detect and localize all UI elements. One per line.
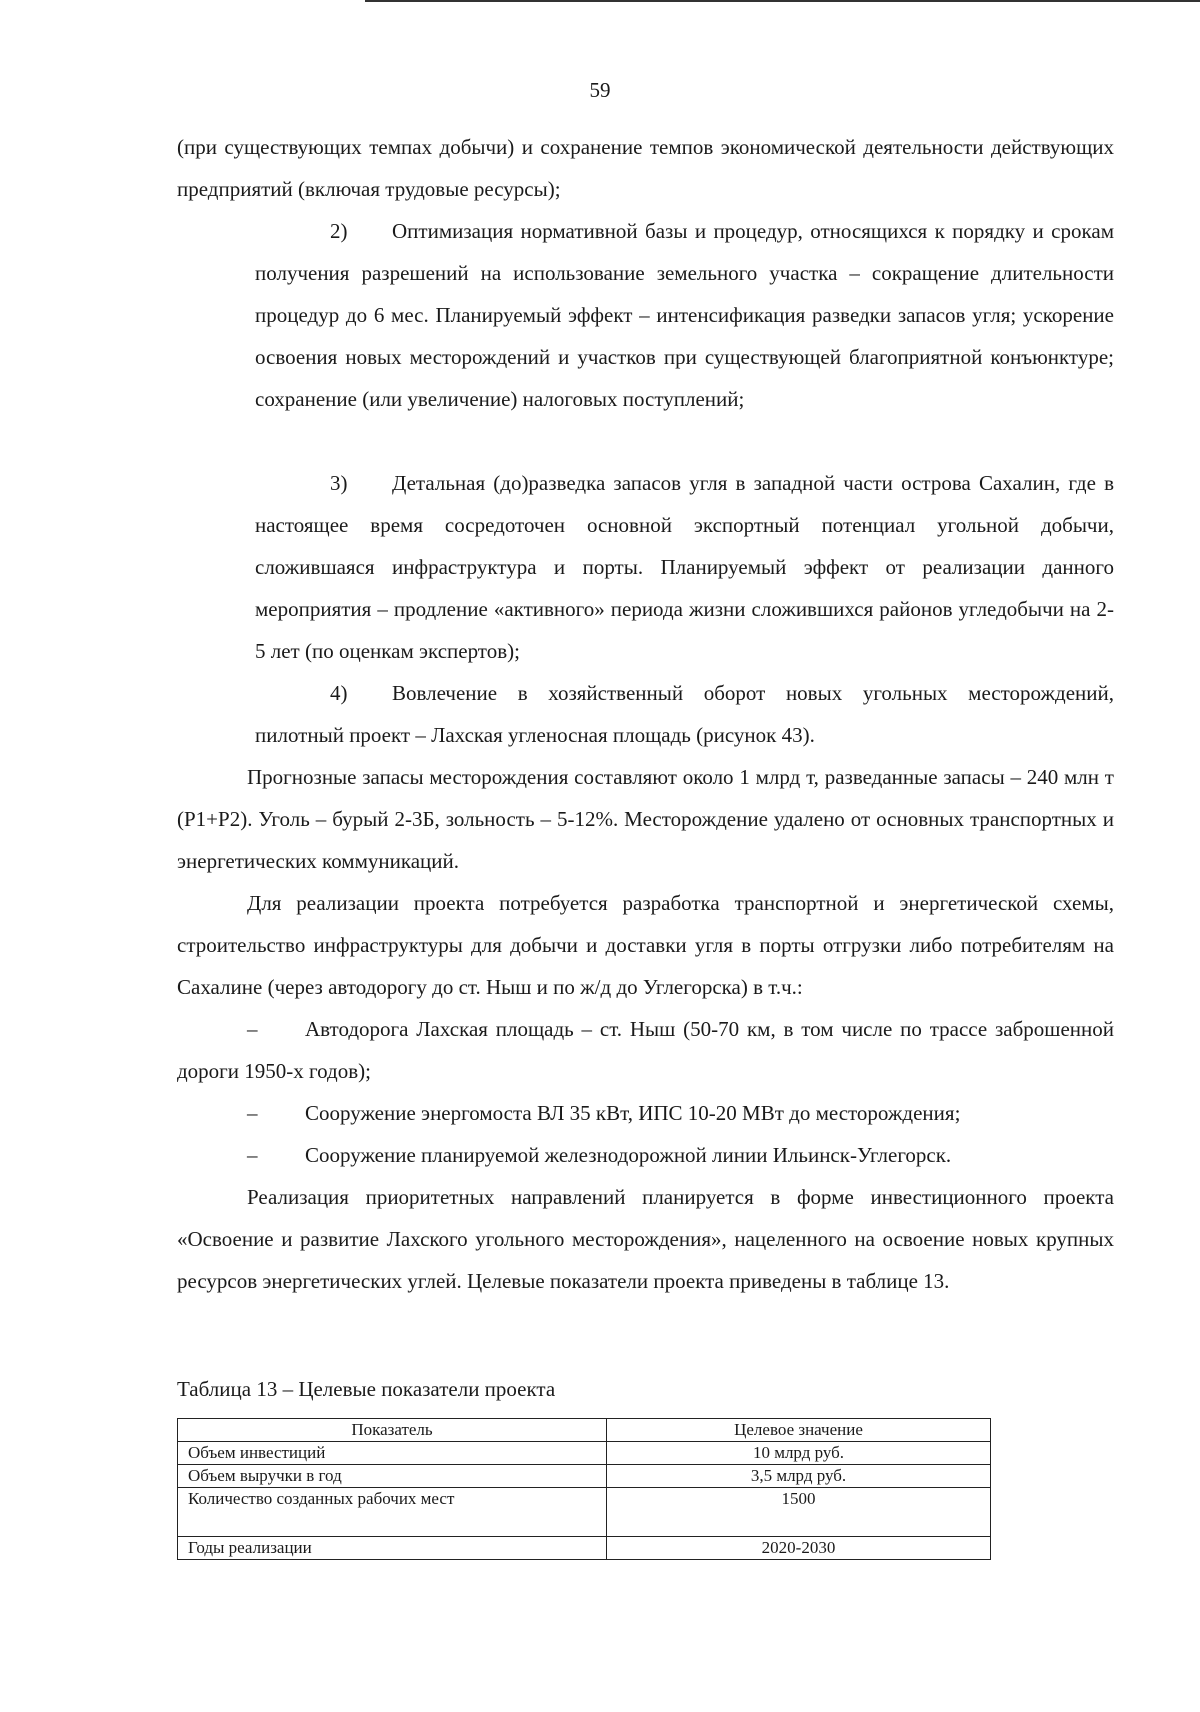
list-item-text: Вовлечение в хозяйственный оборот новых угольных месторождений, пилотный проект – Лахская угленосная площадь (рисунок 43). [255,681,1114,747]
list-number: 2) [330,219,348,243]
table-row [178,1465,991,1488]
bullet-item-1 [177,1008,1114,1092]
bullet-text: Сооружение энергомоста ВЛ 35 кВт, ИПС 10-20 МВт до месторождения; [305,1101,961,1125]
list-number: 4) [330,681,348,705]
paragraph-text: (при существующих темпах добычи) и сохранение темпов экономической деятельности действующих предприятий (включая трудовые ресурсы); [177,135,1114,201]
table-header-row [178,1419,991,1442]
table-row [178,1537,991,1560]
bullet-dash: – [247,1017,258,1041]
indicator-cell: Количество созданных рабочих мест [178,1488,607,1537]
top-border-line [365,0,1200,2]
column-header-indicator: Показатель [178,1419,607,1442]
value-cell: 10 млрд руб. [607,1442,991,1465]
list-item-2 [255,210,1114,420]
indicator-cell: Объем выручки в год [178,1465,607,1488]
target-indicators-table [177,1418,991,1560]
table-row [178,1488,991,1537]
paragraph-text: Прогнозные запасы месторождения составляют около 1 млрд т, разведанные запасы – 240 млн т (Р1+Р2). Уголь – бурый 2-3Б, зольность – 5-12%. Месторождение удалено от основных транспортных и энергетических коммуникаций. [177,765,1114,873]
bullet-item-3 [177,1134,1114,1176]
indicator-cell: Объем инвестиций [178,1442,607,1465]
table-row [178,1442,991,1465]
column-header-target-value: Целевое значение [607,1419,991,1442]
list-number: 3) [330,471,348,495]
paragraph-continuation [177,126,1114,210]
table-caption: Таблица 13 – Целевые показатели проекта [177,1377,556,1401]
indicator-cell: Годы реализации [178,1537,607,1560]
list-item-text: Детальная (до)разведка запасов угля в западной части острова Сахалин, где в настоящее время сосредоточен основной экспортный потенциал угольной добычи, сложившаяся инфраструктура и порты. Планируемый эффект от реализации данного мероприятия – продление «активного» периода жизни сложившихся районов угледобычи на 2-5 лет (по оценкам экспертов); [255,471,1114,663]
list-item-text: Оптимизация нормативной базы и процедур, относящихся к порядку и срокам получения разрешений на использование земельного участка – сокращение длительности процедур до 6 мес. Планируемый эффект – интенсификация разведки запасов угля; ускорение освоения новых месторождений и участков при существующей благоприятной конъюнктуре; сохранение (или увеличение) налоговых поступлений; [255,219,1114,411]
list-item-4 [255,672,1114,756]
value-cell: 3,5 млрд руб. [607,1465,991,1488]
bullet-text: Сооружение планируемой железнодорожной линии Ильинск-Углегорск. [305,1143,952,1167]
bullet-dash: – [247,1143,258,1167]
bullet-item-2 [177,1092,1114,1134]
paragraph-reserves [177,756,1114,882]
bullet-text: Автодорога Лахская площадь – ст. Ныш (50-70 км, в том числе по трассе заброшенной дороги 1950-х годов); [177,1017,1114,1083]
paragraph-text: Реализация приоритетных направлений планируется в форме инвестиционного проекта «Освоение и развитие Лахского угольного месторождения», нацеленного на освоение новых крупных ресурсов энергетических углей. Целевые показатели проекта приведены в таблице 13. [177,1185,1114,1293]
value-cell: 2020-2030 [607,1537,991,1560]
value-cell: 1500 [607,1488,991,1537]
paragraph-realization [177,1176,1114,1302]
paragraph-project [177,882,1114,1008]
page-number: 59 [589,78,611,102]
list-item-3 [255,462,1114,672]
bullet-dash: – [247,1101,258,1125]
paragraph-text: Для реализации проекта потребуется разработка транспортной и энергетической схемы, строительство инфраструктуры для добычи и доставки угля в порты отгрузки либо потребителям на Сахалине (через автодорогу до ст. Ныш и по ж/д до Углегорска) в т.ч.: [177,891,1114,999]
